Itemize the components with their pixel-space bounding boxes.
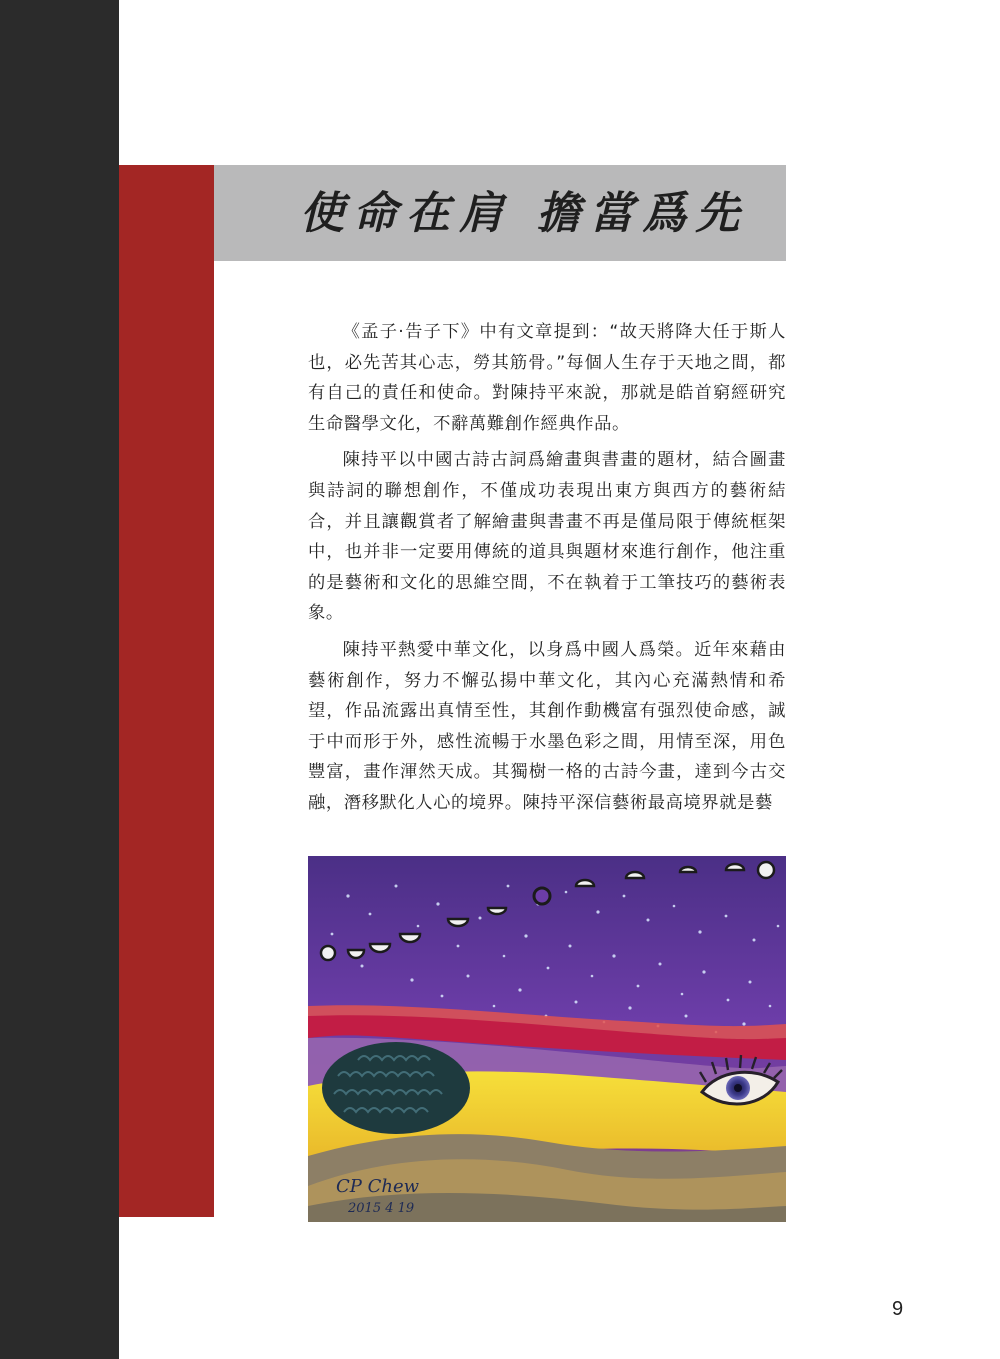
red-accent-band [119,165,214,1217]
page-number: 9 [892,1298,904,1320]
title-banner [214,165,786,261]
article-body [308,317,786,825]
painting-date: 2015 4 19 [348,1201,415,1216]
paragraph-3: 陳持平熱愛中華文化，以身爲中國人爲榮。近年來藉由藝術創作，努力不懈弘揚中華文化，其內心充滿熱情和希望，作品流露出真情至性，其創作動機富有强烈使命感，誠于中而形于外，感性流暢于水墨色彩之間，用情至深，用色豐富，畫作渾然天成。其獨樹一格的古詩今畫，達到今古交融，潛移默化人心的境界。陳持平深信藝術最高境界就是藝 [308,639,786,813]
dark-tree-canopy [322,1042,470,1134]
paragraph-1: 《孟子·告子下》中有文章提到：“故天將降大任于斯人也，必先苦其心志，勞其筋骨。”每個人生存于天地之間，都有自己的責任和使命。對陳持平來說，那就是皓首窮經研究生命醫學文化，不辭萬難創作經典作品。 [308,322,786,434]
paragraph-2: 陳持平以中國古詩古詞爲繪畫與書畫的題材，結合圖畫與詩詞的聯想創作，不僅成功表現出東方與西方的藝術結合，并且讓觀賞者了解繪畫與書畫不再是僅局限于傳統框架中，也并非一定要用傳統的道具與題材來進行創作，他注重的是藝術和文化的思維空間，不在執着于工筆技巧的藝術表象。 [308,450,786,624]
watercolor-painting [308,856,786,1222]
page-title: 使命在肩 擔當爲先 [300,188,749,239]
painting-signature: CP Chew [336,1176,420,1197]
dark-spine-strip [0,0,119,1359]
